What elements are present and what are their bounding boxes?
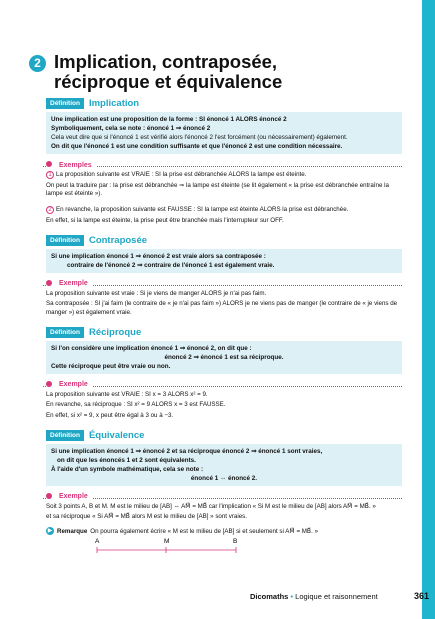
def-line: Cela veut dire que si l'énoncé 1 est vérifié alors l'énoncé 2 l'est forcément (ou nécessairement) également. <box>51 134 348 141</box>
definition-header-reciproque <box>46 326 402 339</box>
definition-box-equivalence <box>46 444 402 486</box>
definition-tag: Définition <box>46 327 84 338</box>
def-line: on dit que les énoncés 1 et 2 sont équivalents. <box>57 456 196 464</box>
def-line: Si une implication énoncé 1 ⇒ énoncé 2 et sa réciproque énoncé 2 ⇒ énoncé 1 sont vraies, <box>51 447 323 455</box>
example-text: La proposition suivante est VRAIE : SI la prise est débranchée ALORS la lampe est éteinte. <box>56 171 307 178</box>
page-content <box>46 97 402 558</box>
example-text: et sa réciproque « Si AM⃗ = MB⃗ alors M est le milieu de [AB] » sont vraies. <box>46 513 247 521</box>
definition-header-equivalence <box>46 429 402 442</box>
definition-box-contraposee <box>46 249 402 273</box>
definition-box-implication <box>46 112 402 154</box>
number-circle: 1 <box>46 171 54 179</box>
footer <box>250 592 378 601</box>
bullet-icon <box>46 493 52 499</box>
point-label-m: M <box>164 538 170 546</box>
example-text: On peut la traduire par : la prise est débranchée ⇒ la lampe est éteinte (se lit également « la prise est débranchée entraîne la lampe est éteinte »). <box>46 181 389 198</box>
definition-tag: Définition <box>46 235 84 246</box>
section-number-badge: 2 <box>29 55 46 72</box>
title-line-1: Implication, contraposée, <box>54 51 278 72</box>
def-line: À l'aide d'un symbole mathématique, cela se note : <box>51 465 204 473</box>
def-line: On dit que l'énoncé 1 est une condition suffisante et que l'énoncé 2 est une condition nécessaire. <box>51 143 343 150</box>
example-label: Exemple <box>59 381 92 388</box>
number-circle: 2 <box>46 206 54 214</box>
def-line: Si l'on considère une implication énoncé 1 ⇒ énoncé 2, on dit que : <box>51 344 252 352</box>
definition-title: Réciproque <box>88 326 142 338</box>
example-text: En revanche, sa réciproque : SI x² = 9 ALORS x = 3 est FAUSSE. <box>46 401 226 409</box>
footer-chapter: Logique et raisonnement <box>295 592 378 601</box>
bullet-icon <box>46 280 52 286</box>
example-header <box>46 381 402 389</box>
example-label: Exemple <box>59 280 92 287</box>
example-paragraph <box>46 171 402 180</box>
def-line: énoncé 2 ⇒ énoncé 1 est sa réciproque. <box>164 353 284 361</box>
footer-brand: Dicomaths <box>250 592 289 601</box>
section-title <box>46 52 406 92</box>
remark-text: On pourra également écrire « M est le milieu de [AB] si et seulement si AM⃗ = MB⃗. » <box>90 527 319 535</box>
example-header <box>46 280 402 288</box>
arrow-icon: ▶ <box>47 528 53 535</box>
def-line: Si une implication énoncé 1 ⇒ énoncé 2 est vraie alors sa contraposée : <box>51 252 266 260</box>
side-color-bar <box>422 0 435 619</box>
definition-header-contraposee <box>46 234 402 247</box>
definition-tag: Définition <box>46 98 84 109</box>
example-text: La proposition suivante est vraie : Si je viens de manger ALORS je n'ai pas faim. <box>46 289 267 297</box>
segment-diagram <box>46 536 246 558</box>
example-text: En revanche, la proposition suivante est FAUSSE : SI la lampe est éteinte ALORS la prise est débranchée. <box>56 206 349 214</box>
def-line: énoncé 1 ⇔ énoncé 2. <box>190 474 258 482</box>
example-text: Soit 3 points A, B et M. M est le milieu de [AB] ⇔ AM⃗ = MB⃗ car l'implication « Si M est le milieu de [AB] alors AM⃗ = MB⃗. » <box>46 502 376 510</box>
remark <box>46 527 402 535</box>
def-line: Cette réciproque peut être vraie ou non. <box>51 362 171 370</box>
point-label-a: A <box>95 538 100 546</box>
title-line-2: réciproque et équivalence <box>54 71 283 92</box>
point-label-b: B <box>233 538 238 546</box>
footer-separator: • <box>290 592 294 601</box>
section-header <box>34 51 406 92</box>
example-text: Sa contraposée : SI j'ai faim (le contraire de « je n'ai pas faim ») ALORS je ne viens pas de manger (le contraire de « je viens de manger ») est également vraie. <box>46 300 398 316</box>
definition-title: Équivalence <box>88 429 145 441</box>
bullet-icon <box>46 381 52 387</box>
definition-header-implication <box>46 97 402 110</box>
definition-title: Contraposée <box>88 234 148 246</box>
example-label: Exemples <box>59 162 96 169</box>
definition-title: Implication <box>88 98 140 109</box>
example-text: En effet, si la lampe est éteinte, la prise peut être branchée mais l'interrupteur sur OFF. <box>46 216 284 224</box>
example-header <box>46 493 402 501</box>
def-line: Symboliquement, cela se note : énoncé 1 ⇒ énoncé 2 <box>51 125 211 132</box>
example-text: La proposition suivante est VRAIE : SI x = 3 ALORS x² = 9. <box>46 390 208 398</box>
segment-figure <box>46 536 402 558</box>
def-line: Une implication est une proposition de la forme : SI énoncé 1 ALORS énoncé 2 <box>51 116 287 123</box>
def-line: contraire de l'énoncé 2 ⇒ contraire de l'énoncé 1 est également vraie. <box>67 261 275 269</box>
definition-tag: Définition <box>46 430 84 441</box>
definition-box-reciproque <box>46 341 402 374</box>
remark-label: Remarque <box>57 527 88 535</box>
example-paragraph <box>46 206 402 215</box>
example-header <box>46 161 402 169</box>
page-number: 361 <box>414 591 430 601</box>
bullet-icon <box>46 161 52 167</box>
example-label: Exemple <box>59 493 92 500</box>
example-text: En effet, si x² = 9, x peut être égal à 3 ou à −3. <box>46 412 174 420</box>
